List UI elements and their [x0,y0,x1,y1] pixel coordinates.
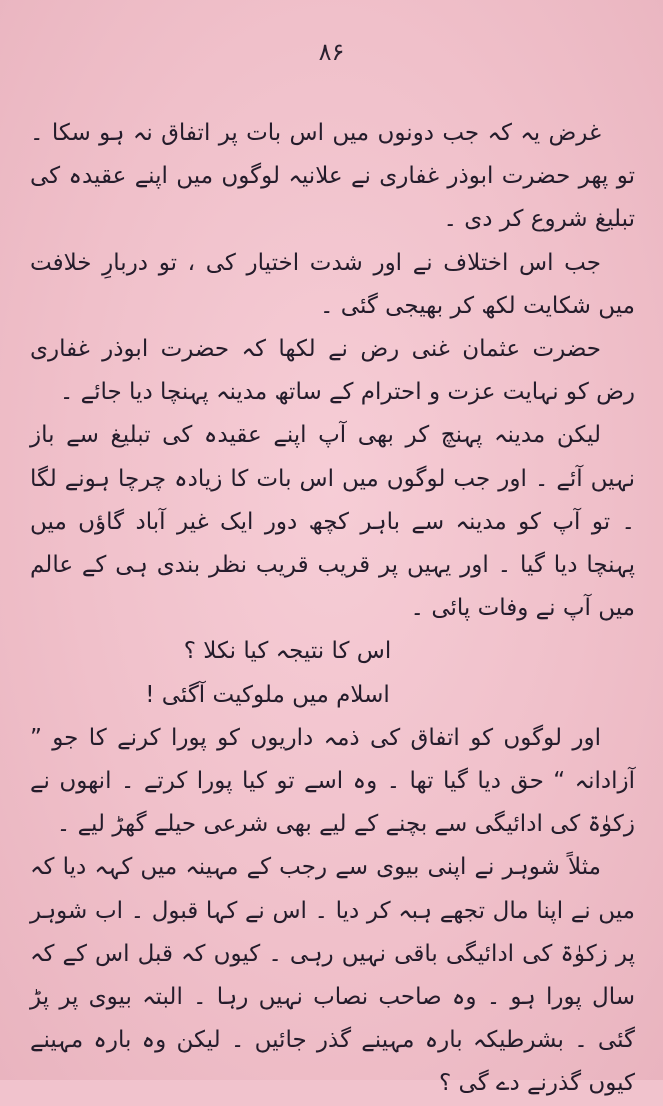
paragraph-disagreement: غرض یہ کہ جب دونوں میں اس بات پر اتفاق نہ ہو سکا ۔ تو پھر حضرت ابوذر غفاری نے علانیہ لوگوں میں اپنے عقیدہ کی تبلیغ شروع کر دی ۔ [30,120,635,233]
page-number: ۸۶ [318,38,345,66]
paragraph-zakat-evasion: اور لوگوں کو اتفاق کی ذمہ داریوں کو پورا کرنے کا جو ” آزادانہ “ حق دیا گیا تھا ۔ وہ اسے تو کیا پورا کرتے ۔ انھوں نے زکوٰۃ کی ادائیگی سے بچنے کے لیے بھی شرعی حیلے گھڑ لیے ۔ [30,724,635,838]
paragraph-answer: اسلام میں ملوکیت آگئی ! [145,681,390,708]
paragraph-uthman-order: حضرت عثمان غنی رض نے لکھا کہ حضرت ابوذر غفاری رض کو نہایت عزت و احترام کے ساتھ مدینہ پہنچا دیا جائے ۔ [30,336,635,406]
paragraph-exile: لیکن مدینہ پہنچ کر بھی آپ اپنے عقیدہ کی تبلیغ سے باز نہیں آئے ۔ اور جب لوگوں میں اس بات کا زیادہ چرچا ہونے لگا ۔ تو آپ کو مدینہ سے باہر کچھ دور ایک غیر آباد گاؤں میں پہنچا دیا گیا ۔ اور یہیں پر قریب قریب نظر بندی ہی کے عالم میں آپ نے وفات پائی ۔ [30,422,635,622]
paragraph-example: مثلاً شوہر نے اپنی بیوی سے رجب کے مہینہ میں کہہ دیا کہ میں نے اپنا مال تجھے ہبہ کر دیا ۔ اس نے کہا قبول ۔ اب شوہر پر زکوٰۃ کی ادائیگی باقی نہیں رہی ۔ کیوں کہ قبل اس کے کہ سال پورا ہو ۔ وہ صاحب نصاب نہیں رہا ۔ البتہ بیوی پر پڑ گئی ۔ بشرطیکہ بارہ مہینے گذر جائیں ۔ لیکن وہ بارہ مہینے کیوں گذرنے دے گی ؟ [30,854,635,1097]
paragraph-question: اس کا نتیجہ کیا نکلا ؟ [183,638,392,665]
page-body [30,112,635,1106]
paragraph-complaint: جب اس اختلاف نے اور شدت اختیار کی ، تو دربارِ خلافت میں شکایت لکھ کر بھیجی گئی ۔ [30,249,635,319]
